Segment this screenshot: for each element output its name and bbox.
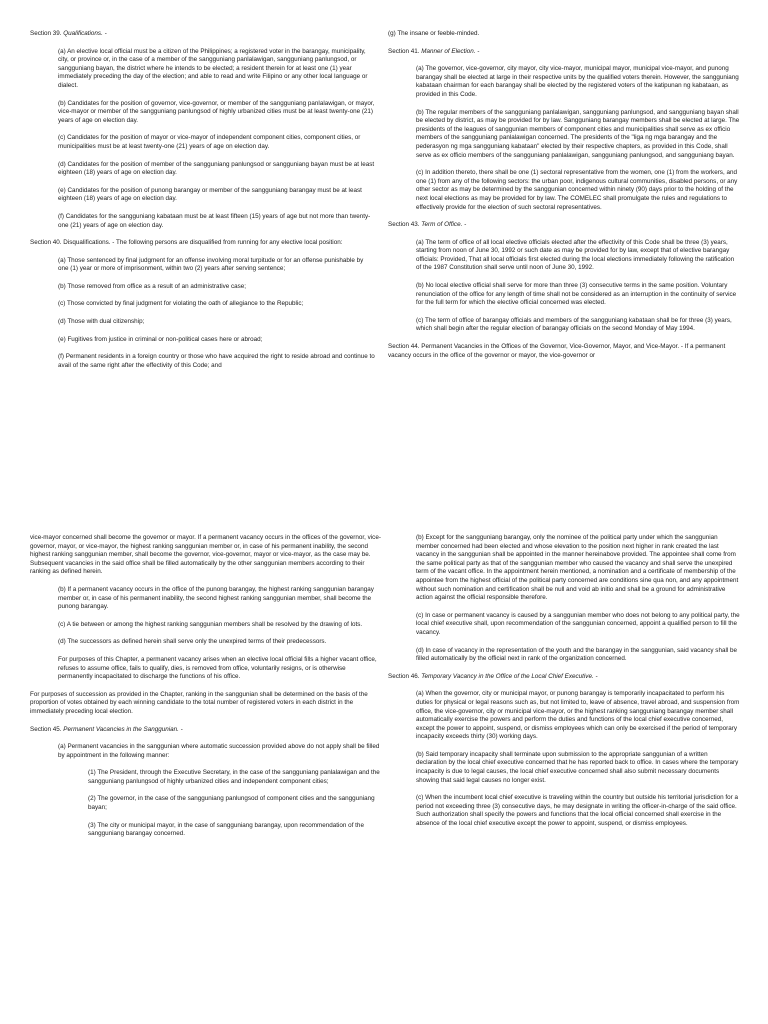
paragraph: (a) An elective local official must be a citizen of the Philippines; a registered voter in the barangay, municipality, city, or province or, in the case of a member of the sangguniang panlalawigan, sangguniang panlungsod, or sangguniang bayan, the district where he intends to be elected; a resident therein for at least one (1) year immediately preceding the day of the election; and able to read and write Filipino or any other local language or dialect. <box>58 47 368 89</box>
paragraph: (a) Those sentenced by final judgment for an offense involving moral turpitude or for an offense punishable by one (1) year or more of imprisonment, within two (2) years after serving sentence; <box>58 256 364 273</box>
paragraph: (c) In addition thereto, there shall be one (1) sectoral representative from the women, one (1) from the workers, and one (1) from any of the following sectors: the urban poor, indigenous cultural communities, disabled persons, or any other sector as may be determined by the sanggunian concerned within ninety (90) days prior to the holding of the next local elections as may be provided for by law. The COMELEC shall promulgate the rules and regulations to effectively provide for the election of such sectoral representatives. <box>416 169 738 211</box>
section-39-heading: Section 39. Qualifications. - <box>30 30 107 37</box>
document-page-top <box>0 0 768 500</box>
paragraph: (d) Those with dual citizenship; <box>58 318 145 326</box>
document-page-bottom <box>0 512 768 1024</box>
paragraph: (a) When the governor, city or municipal mayor, or punong barangay is temporarily incapacitated to perform his duties for physical or legal reasons such as, but not limited to, leave of absence, travel abroad, and suspension from office, the vice-governor, city or municipal vice-mayor, or the highest ranking sangguniang barangay member shall automatically exercise the powers and perform the duties and functions of the local chief executive concerned, except the power to appoint, suspend, or dismiss employees which can only be exercised if the period of temporary incapacity exceeds thirty (30) working days. <box>416 690 740 741</box>
paragraph: (c) When the incumbent local chief executive is traveling within the country but outside his territorial jurisdiction for a period not exceeding three (3) consecutive days, he may designate in writing the officer-in-charge of the said office. Such authorization shall specify the powers and functions that the local official concerned shall exercise in the absence of the local chief executive except the power to appoint, suspend, or dismiss employees. <box>416 794 738 828</box>
section-43-heading: Section 43. Term of Office. - <box>388 221 467 229</box>
section-46-heading: Section 46. Temporary Vacancy in the Office of the Local Chief Executive. - <box>388 672 598 680</box>
paragraph: (d) The successors as defined herein shall serve only the unexpired terms of their predecessors. <box>58 638 327 646</box>
paragraph: (b) Those removed from office as a result of an administrative case; <box>58 282 247 290</box>
paragraph: (e) Candidates for the position of punong barangay or member of the sangguniang barangay must be at least eighteen (18) years of age on election day. <box>58 186 362 203</box>
paragraph: (b) Said temporary incapacity shall terminate upon submission to the appropriate sanggunian of a written declaration by the local chief executive concerned that he has reported back to office. In cases where the temporary incapacity is due to legal causes, the local chief executive concerned shall also submit necessary documents showing that said legal causes no longer exist. <box>416 750 739 784</box>
paragraph: (a) The governor, vice-governor, city mayor, city vice-mayor, municipal mayor, municipal vice-mayor, and punong barangay shall be elected at large in their respective units by the qualified voters therein. However, the sangguniang kabataan chairman for each barangay shall be elected by the registered voters of the katipunan ng kabataan, as provided in this Code. <box>416 65 739 98</box>
paragraph: (a) The term of office of all local elective officials elected after the effectivity of this Code shall be three (3) years, starting from noon of June 30, 1992 or such date as may be provided for by law, except that of elective barangay officials: Provided, That all local officials first elected during the local elections immediately following the ratification of the 1987 Constitution shall serve until noon of June 30, 1992. <box>416 238 735 272</box>
page-separator <box>0 500 768 512</box>
section-41-heading: Section 41. Manner of Election. - <box>388 47 480 55</box>
paragraph: (1) The President, through the Executive Secretary, in the case of the sangguniang panlalawigan and the sangguniang panlungsod of highly urbanized cities and independent component cities; <box>88 769 380 785</box>
paragraph: (b) If a permanent vacancy occurs in the office of the punong barangay, the highest ranking sanggunian barangay member or, in case of his permanent inability, the second highest ranking sanggunian member, shall become the punong barangay. <box>58 585 374 611</box>
paragraph: (a) Permanent vacancies in the sanggunian where automatic succession provided above do not apply shall be filled by appointment in the following manner: <box>58 743 380 759</box>
column-left <box>30 534 382 848</box>
paragraph: (c) The term of office of barangay officials and members of the sangguniang kabataan shall be for three (3) years, which shall begin after the regular election of barangay officials on the second Monday of May 1994. <box>416 316 732 333</box>
paragraph: (f) Candidates for the sangguniang kabataan must be at least fifteen (15) years of age but not more than twenty-one (21) years of age on election day. <box>58 212 371 229</box>
paragraph: (c) Those convicted by final judgment for violating the oath of allegiance to the Republic; <box>58 300 304 308</box>
column-right <box>388 534 740 838</box>
paragraph: For purposes of this Chapter, a permanent vacancy arises when an elective local official fills a higher vacant office, refuses to assume office, fails to qualify, dies, is removed from office, voluntarily resigns, or is otherwise permanently incapacitated to discharge the functions of his office. <box>58 655 377 681</box>
paragraph: (b) Candidates for the position of governor, vice-governor, or member of the sangguniang panlalawigan, or mayor, vice-mayor or member of the sangguniang panlungsod of highly urbanized cities must be at least twenty-one (21) years of age on election day. <box>58 99 375 124</box>
paragraph: (g) The insane or feeble-minded. <box>388 30 480 37</box>
section-45-heading: Section 45. Permanent Vacancies in the Sanggunian. - <box>30 725 183 733</box>
paragraph: vice-mayor concerned shall become the governor or mayor. If a permanent vacancy occurs in the offices of the governor, vice-governor, mayor, or vice-mayor, the highest ranking sanggunian member or, in case of his permanent inability, the second highest ranking sanggunian member, shall become the governor, vice-governor, mayor or vice-mayor, as the case may be. Subsequent vacancies in the said office shall be filled automatically by the other sanggunian members according to their ranking as defined herein. <box>30 534 381 576</box>
paragraph: (d) In case of vacancy in the representation of the youth and the barangay in the sanggunian, said vacancy shall be filled automatically by the official next in rank of the organization concerned. <box>416 646 737 663</box>
paragraph: (3) The city or municipal mayor, in the case of sangguniang barangay, upon recommendation of the sangguniang barangay concerned. <box>88 821 364 838</box>
paragraph: (e) Fugitives from justice in criminal or non-political cases here or abroad; <box>58 335 263 343</box>
paragraph: (c) A tie between or among the highest ranking sanggunian members shall be resolved by the drawing of lots. <box>58 620 363 628</box>
paragraph: (d) Candidates for the position of member of the sangguniang panlungsod or sangguniang bayan must be at least eighteen (18) years of age on election day. <box>58 160 375 177</box>
paragraph: (c) In case or permanent vacancy is caused by a sanggunian member who does not belong to any political party, the local chief executive shall, upon recommendation of the sanggunian concerned, appoint a qualified person to fill the vacancy. <box>416 611 740 636</box>
section-44-heading: Section 44. Permanent Vacancies in the Offices of the Governor, Vice-Governor, Mayor, and Vice-Mayor. - If a permanent vacancy occurs in the office of the governor or mayor, the vice-governor or <box>388 343 726 359</box>
paragraph: (2) The governor, in the case of the sangguniang panlungsod of component cities and the sangguniang bayan; <box>88 795 375 812</box>
paragraph: For purposes of succession as provided in the Chapter, ranking in the sanggunian shall be determined on the basis of the proportion of votes obtained by each winning candidate to the total number of registered voters in each district in the immediately preceding local election. <box>30 690 368 715</box>
column-left <box>30 30 375 379</box>
paragraph: (b) The regular members of the sangguniang panlalawigan, sangguniang panlungsod, and sangguniang bayan shall be elected by district, as may be provided for by law. Sangguniang barangay members shall be elected at large. The presidents of the leagues of sanggunian members of component cities and municipalities shall serve as ex officio members of the sangguniang panlalawigan concerned. The presidents of the "liga ng mga barangay and the pederasyon ng mga sangguniang kabataan" elected by their respective chapters, as provided in this Code, shall serve as ex officio members of the sangguniang panlalawigan, sangguniang panlungsod, and sangguniang bayan. <box>416 108 740 159</box>
paragraph: (f) Permanent residents in a foreign country or those who have acquired the right to reside abroad and continue to avail of the same right after the effectivity of this Code; and <box>58 353 375 369</box>
paragraph: (b) No local elective official shall serve for more than three (3) consecutive terms in the same position. Voluntary renunciation of the office for any length of time shall not be considered as an interruption in the continuity of service for the full term for which the elective official concerned was elected. <box>416 282 737 307</box>
paragraph: (c) Candidates for the position of mayor or vice-mayor of independent component cities, component cities, or municipalities must be at least twenty-one (21) years of age on election day. <box>58 134 361 150</box>
column-right <box>388 30 740 369</box>
section-40-heading: Section 40. Disqualifications. - The following persons are disqualified from running for any elective local position: <box>30 239 343 247</box>
paragraph: (b) Except for the sangguniang barangay, only the nominee of the political party under which the sanggunian member concerned had been elected and whose elevation to the position next higher in rank created the last vacancy in the sanggunian shall be appointed in the manner hereinabove provided. The appointee shall come from the same political party as that of the sanggunian member who caused the vacancy and shall serve the unexpired term of the vacant office. In the appointment herein mentioned, a nomination and a certificate of membership of the appointee from the highest official of the political party concerned are conditions sine qua non, and any appointment without such nomination and certification shall be null and void ab initio and shall be a ground for administrative action against the official responsible therefore. <box>416 534 739 602</box>
